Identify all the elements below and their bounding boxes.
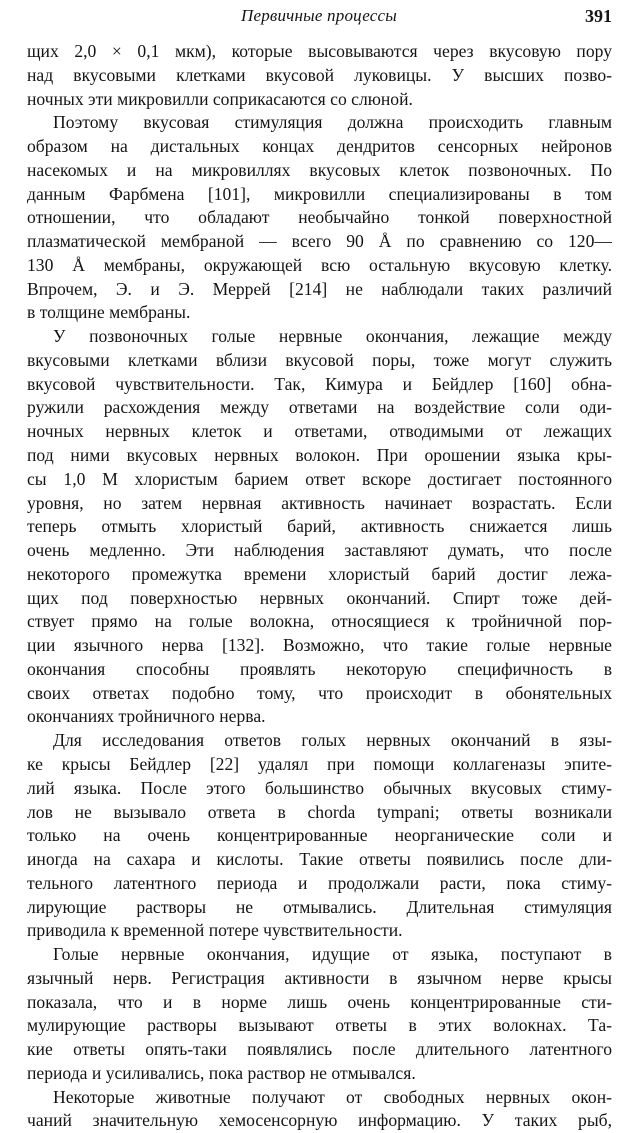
text-line: ночных эти микровилли соприкасаются со слюной. — [27, 88, 413, 109]
text-line: ружили расхождения между ответами на воздействие соли оди- — [27, 397, 612, 418]
text-line: Некоторые животные получают от свободных нервных окон- — [53, 1086, 612, 1107]
text-line: ке крысы Бейдлер [22] удалял при помощи коллагеназы эпите- — [27, 753, 612, 774]
text-line: уровня, но затем нервная активность начинает возрастать. Если — [27, 492, 612, 513]
running-title: Первичные процессы — [240, 6, 397, 25]
text-line: вкусовыми клетками вблизи вкусовой поры, тоже могут служить — [27, 349, 612, 370]
text-line: окончаниях тройничного нерва. — [27, 706, 266, 727]
text-line: лирующие растворы не отмывались. Длительная стимуляция — [27, 896, 612, 917]
text-line: Впрочем, Э. и Э. Меррей [214] не наблюдали таких различий — [27, 278, 612, 299]
text-line: тельного латентного периода и продолжали расти, пока стиму- — [27, 872, 612, 893]
text-line: образом на дистальных концах дендритов сенсорных нейронов — [27, 136, 612, 157]
text-line: щих под поверхностью нервных окончаний. Спирт тоже дей- — [27, 587, 612, 608]
paragraph — [27, 40, 612, 111]
paragraph — [27, 111, 612, 325]
text-line: язычный нерв. Регистрация активности в язычном нерве крысы — [27, 967, 612, 988]
text-line: в толщине мембраны. — [27, 302, 191, 323]
text-line: плазматической мембраной — всего 90 Å по сравнению со 120— — [27, 231, 612, 252]
text-line: У позвоночных голые нервные окончания, лежащие между — [53, 326, 612, 347]
text-line: сы 1,0 М хлористым барием ответ вскоре достигает постоянного — [27, 468, 612, 489]
text-line: данным Фарбмена [101], микровилли специализированы в том — [27, 183, 612, 204]
text-line: Для исследования ответов голых нервных окончаний в язы- — [53, 730, 612, 751]
text-line: Поэтому вкусовая стимуляция должна происходить главным — [53, 112, 612, 133]
text-line: теперь отмыть хлористый барий, активность снижается лишь — [27, 516, 612, 537]
text-line: приводила к временной потере чувствительности. — [27, 920, 403, 941]
text-line: кие ответы опять-таки появлялись после длительного латентного — [27, 1039, 612, 1060]
paragraph — [27, 1086, 612, 1133]
text-line: некоторого промежутка времени хлористый барий достиг лежа- — [27, 563, 612, 584]
paragraph — [27, 943, 612, 1086]
running-header — [26, 4, 612, 28]
text-line: насекомых и на микровиллях вкусовых клеток позвоночных. По — [27, 159, 612, 180]
text-line: окончания способны проявлять некоторую специфичность в — [27, 658, 612, 679]
paragraph — [27, 325, 612, 729]
text-line: вкусовой чувствительности. Так, Кимура и Бейдлер [160] обна- — [27, 373, 612, 394]
text-line: под ними вкусовых нервных волокон. При орошении языка кры- — [27, 445, 612, 466]
text-line: периода и усиливались, пока раствор не отмывался. — [27, 1062, 416, 1083]
text-line: 130 Å мембраны, окружающей всю остальную вкусовую клетку. — [27, 254, 612, 275]
text-line: отношении, что обладают необычайно тонкой поверхностной — [27, 207, 612, 228]
text-line: чаний значительную хемосенсорную информацию. У таких рыб, — [27, 1110, 612, 1131]
text-line: лий языка. После этого большинство обычных вкусовых стиму- — [27, 777, 612, 798]
text-line: ции язычного нерва [132]. Возможно, что такие голые нервные — [27, 635, 612, 656]
body-text — [27, 40, 612, 1133]
text-line: только на очень концентрированные неорганические соли и — [27, 825, 612, 846]
text-line: показала, что и в норме лишь очень концентрированные сти- — [27, 991, 612, 1012]
text-line: лов не вызывало ответа в chorda tympani; ответы возникали — [27, 801, 612, 822]
text-line: иногда на сахара и кислоты. Такие ответы появились после дли- — [27, 849, 612, 870]
paragraph — [27, 729, 612, 943]
page-number: 391 — [585, 6, 612, 26]
text-line: щих 2,0 × 0,1 мкм), которые высовываются через вкусовую пору — [27, 41, 612, 61]
text-line: ночных нервных клеток и ответами, отводимыми от лежащих — [27, 421, 612, 442]
text-line: Голые нервные окончания, идущие от языка, поступают в — [53, 944, 612, 965]
text-line: очень медленно. Эти наблюдения заставляют думать, что после — [27, 540, 612, 561]
text-line: над вкусовыми клетками вкусовой луковицы. У высших позво- — [27, 64, 612, 85]
text-line: ствует прямо на голые волокна, относящиеся к тройничной пор- — [27, 611, 612, 632]
text-line: мулирующие растворы вызывают ответы в этих волокнах. Та- — [27, 1015, 612, 1036]
text-line: своих ответах подобно тому, что происходит в обонятельных — [27, 682, 612, 703]
